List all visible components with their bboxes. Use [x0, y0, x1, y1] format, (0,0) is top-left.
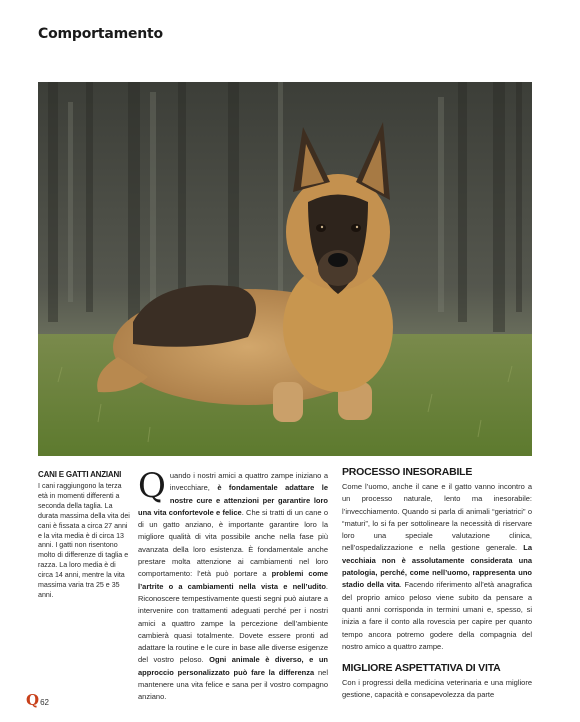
middle-paragraph: [138, 466, 329, 704]
dropcap: Q: [138, 466, 166, 506]
heading-aspettativa: MIGLIORE ASPETTATIVA DI VITA: [342, 662, 501, 675]
logo-letter: Q: [26, 691, 40, 709]
middle-bold-3: Ogni animale è diverso, e un approccio personalizzato può fare la differenza: [138, 655, 328, 677]
dog-photo: [38, 82, 532, 456]
right-bold-1: La vecchiaia non è assolutamente considerata una patologia, perché, come nell’uomo, rappresenta uno stadio della vita: [342, 543, 532, 590]
sidebar-text: I cani raggiungono la terza età in momenti differenti a seconda della taglia. La durata massima della vita dei cani è fissata a circa 27 anni e la vita media è di circa 13 anni. I gatti non risentono molto di differenze di taglia e razza. La loro media è di circa 14 anni, mentre la vita massima varia tra 25 e 35 anni.: [38, 482, 130, 599]
sidebar-box: [38, 470, 132, 601]
middle-bold-2: problemi come l’artrite o a cambiamenti nella vista e nell’udito: [138, 569, 328, 591]
heading-processo: PROCESSO INESORABILE: [342, 466, 473, 478]
sidebar-title: CANI E GATTI ANZIANI: [38, 470, 122, 479]
section-title: Comportamento: [38, 26, 163, 42]
middle-column: [138, 466, 329, 704]
right-text-2: . Facendo riferimento all’età anagrafica del proprio amico peloso viene subito da pensare a quanti anni corrisponda in termini umani e, spesso, si inizia a fare il conto alla rovescia per capire per quanto tempo ancora potremo godere della compagnia del nostro amico a quattro zampe.: [342, 580, 532, 651]
middle-text-2: . Che si tratti di un cane o di un gatto anziano, è importante garantire loro la migliore qualità di vita possibile anche nella fase più avanzata della loro esistenza. È fondamentale anche prestare molta attenzione ai cambiamenti nel loro comportamento: l’età può portare a: [138, 507, 329, 579]
magazine-logo: [26, 693, 49, 708]
right-paragraph-2: Con i progressi della medicina veterinaria e una migliore gestione, capacità e consapevolezza da parte: [342, 678, 532, 700]
right-paragraph-1: [342, 481, 532, 653]
middle-text-3: . Riconoscere tempestivamente questi segni può aiutare a intervenire con trattamenti adeguati perché per i nostri amici a quattro zampe la percezione dell’ambiente cambierà quasi totalmente. Dovete essere pronti ad adattare la routine e le cure in base alle diverse esigenze del vostro peloso.: [138, 581, 328, 665]
right-column: [342, 466, 532, 702]
page-number: 62: [40, 698, 49, 707]
middle-text-4: nel mantenere una vita felice e sana per il vostro compagno anziano.: [138, 667, 328, 702]
right-text-1: Come l’uomo, anche il cane e il gatto vanno incontro a un processo naturale, lento ma inesorabile: l’invecchiamento. Quando si parla di animali “geriatrici” o “maturi”, lo si fa per sottolineare la necessità di riservare loro una speciale valutazione clinica, nell’ospedalizzazione e nella gestione generale.: [342, 482, 532, 553]
middle-bold-1: è fondamentale adattare le nostre cure e attenzioni per garantire loro una vita confortevole e felice: [138, 483, 328, 517]
middle-text-1: uando i nostri amici a quattro zampe iniziano a invecchiare,: [169, 471, 328, 493]
german-shepherd-image: [38, 82, 532, 456]
